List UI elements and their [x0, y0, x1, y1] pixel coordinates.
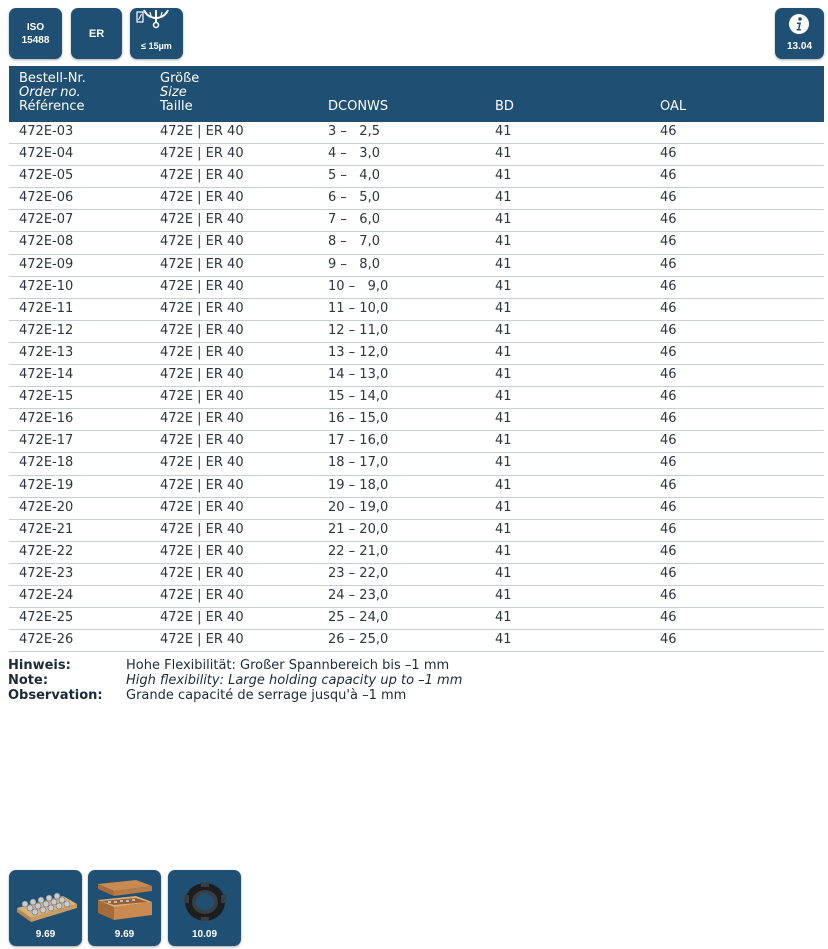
cell-size: 472E | ER 40 — [160, 124, 244, 139]
table-header — [9, 66, 824, 122]
table-row — [9, 255, 824, 277]
cell-dconws: 22 – 21,0 — [328, 543, 389, 559]
cell-order-no: 472E-17 — [19, 433, 74, 449]
cell-order-no: 472E-26 — [19, 632, 74, 648]
cell-oal: 46 — [660, 610, 677, 626]
cell-dconws: 7 – 6,0 — [328, 212, 380, 228]
cell-order-no: 472E-04 — [19, 146, 74, 162]
cell-bd: 41 — [495, 367, 512, 383]
table-row — [9, 166, 824, 188]
cell-order-no: 472E-11 — [19, 300, 74, 316]
cell-order-no: 472E-21 — [19, 521, 74, 537]
cell-bd: 41 — [495, 190, 512, 206]
table-row — [9, 299, 824, 321]
cell-oal: 46 — [660, 278, 677, 294]
cell-size: 472E | ER 40 — [160, 344, 244, 360]
cell-order-no: 472E-10 — [19, 278, 74, 294]
cell-dconws: 16 – 15,0 — [328, 411, 389, 427]
cell-bd: 41 — [495, 411, 512, 427]
clamping-nut-icon — [172, 874, 238, 926]
cell-oal: 46 — [660, 322, 677, 338]
accessory-collet-case[interactable] — [88, 870, 161, 946]
cell-bd: 41 — [495, 610, 512, 626]
cell-size: 472E | ER 40 — [160, 300, 244, 316]
table-row — [9, 608, 824, 630]
header-oal: OAL — [660, 99, 687, 114]
header-size-de: Größe — [160, 71, 200, 86]
cell-bd: 41 — [495, 278, 512, 294]
cell-size: 472E | ER 40 — [160, 212, 244, 228]
cell-oal: 46 — [660, 234, 677, 250]
note-text: Hohe Flexibilität: Großer Spannbereich bis –1 mm — [126, 658, 450, 673]
cell-order-no: 472E-15 — [19, 389, 74, 405]
cell-dconws: 23 – 22,0 — [328, 565, 389, 581]
collet-rack-icon — [13, 874, 79, 926]
table-row — [9, 476, 824, 498]
info-badge[interactable] — [775, 8, 824, 59]
cell-oal: 46 — [660, 168, 677, 184]
note-label: Note: — [8, 673, 49, 688]
er-badge — [71, 8, 122, 59]
cell-size: 472E | ER 40 — [160, 433, 244, 449]
runout-badge — [130, 8, 183, 59]
table-row — [9, 210, 824, 232]
cell-dconws: 5 – 4,0 — [328, 168, 380, 184]
table-row — [9, 498, 824, 520]
info-icon — [788, 13, 810, 35]
cell-order-no: 472E-22 — [19, 543, 74, 559]
cell-bd: 41 — [495, 455, 512, 471]
table-row — [9, 453, 824, 475]
cell-bd: 41 — [495, 389, 512, 405]
cell-oal: 46 — [660, 411, 677, 427]
cell-bd: 41 — [495, 234, 512, 250]
cell-oal: 46 — [660, 389, 677, 405]
header-size-fr: Taille — [160, 99, 193, 114]
cell-dconws: 3 – 2,5 — [328, 124, 380, 139]
cell-size: 472E | ER 40 — [160, 455, 244, 471]
table-row — [9, 321, 824, 343]
cell-oal: 46 — [660, 543, 677, 559]
table-row — [9, 343, 824, 365]
accessory-label: 10.09 — [191, 929, 218, 940]
cell-bd: 41 — [495, 168, 512, 184]
cell-size: 472E | ER 40 — [160, 521, 244, 537]
cell-bd: 41 — [495, 146, 512, 162]
cell-dconws: 11 – 10,0 — [328, 300, 389, 316]
accessory-collet-rack[interactable] — [9, 870, 82, 946]
cell-dconws: 18 – 17,0 — [328, 455, 389, 471]
cell-order-no: 472E-16 — [19, 411, 74, 427]
accessory-label: 9.69 — [35, 929, 56, 940]
cell-oal: 46 — [660, 521, 677, 537]
table-row — [9, 630, 824, 652]
header-dconws: DCONWS — [328, 99, 389, 114]
collet-case-icon — [92, 874, 158, 926]
er-badge-label: ER — [88, 27, 105, 40]
table-row — [9, 122, 824, 144]
note-label: Observation: — [8, 688, 103, 703]
cell-oal: 46 — [660, 565, 677, 581]
cell-order-no: 472E-25 — [19, 610, 74, 626]
cell-size: 472E | ER 40 — [160, 278, 244, 294]
cell-order-no: 472E-18 — [19, 455, 74, 471]
cell-dconws: 12 – 11,0 — [328, 322, 389, 338]
cell-dconws: 21 – 20,0 — [328, 521, 389, 537]
cell-size: 472E | ER 40 — [160, 565, 244, 581]
table-row — [9, 277, 824, 299]
cell-order-no: 472E-09 — [19, 256, 74, 272]
cell-order-no: 472E-24 — [19, 587, 74, 603]
table-row — [9, 520, 824, 542]
table-row — [9, 232, 824, 254]
cell-bd: 41 — [495, 499, 512, 515]
cell-order-no: 472E-12 — [19, 322, 74, 338]
iso-badge — [9, 8, 62, 59]
table-row — [9, 431, 824, 453]
cell-bd: 41 — [495, 477, 512, 493]
cell-oal: 46 — [660, 212, 677, 228]
cell-dconws: 26 – 25,0 — [328, 632, 389, 648]
cell-size: 472E | ER 40 — [160, 632, 244, 648]
header-size-en: Size — [160, 85, 187, 100]
cell-dconws: 15 – 14,0 — [328, 389, 389, 405]
cell-order-no: 472E-14 — [19, 367, 74, 383]
note-text: High flexibility: Large holding capacity up to –1 mm — [126, 673, 463, 688]
cell-dconws: 8 – 7,0 — [328, 234, 380, 250]
table-row — [9, 409, 824, 431]
cell-dconws: 13 – 12,0 — [328, 344, 389, 360]
cell-size: 472E | ER 40 — [160, 234, 244, 250]
cell-dconws: 14 – 13,0 — [328, 367, 389, 383]
cell-oal: 46 — [660, 256, 677, 272]
header-order-fr: Référence — [19, 99, 85, 114]
cell-size: 472E | ER 40 — [160, 610, 244, 626]
cell-bd: 41 — [495, 565, 512, 581]
header-order-de: Bestell-Nr. — [19, 71, 86, 86]
cell-size: 472E | ER 40 — [160, 477, 244, 493]
cell-size: 472E | ER 40 — [160, 499, 244, 515]
cell-dconws: 4 – 3,0 — [328, 146, 380, 162]
table-row — [9, 387, 824, 409]
table-row — [9, 586, 824, 608]
cell-size: 472E | ER 40 — [160, 168, 244, 184]
cell-oal: 46 — [660, 300, 677, 316]
cell-size: 472E | ER 40 — [160, 389, 244, 405]
header-size — [160, 72, 199, 114]
cell-size: 472E | ER 40 — [160, 322, 244, 338]
table-row — [9, 144, 824, 166]
cell-order-no: 472E-23 — [19, 565, 74, 581]
cell-size: 472E | ER 40 — [160, 543, 244, 559]
header-bd: BD — [495, 99, 514, 114]
info-badge-label: 13.04 — [786, 41, 813, 52]
cell-dconws: 19 – 18,0 — [328, 477, 389, 493]
header-order-en: Order no. — [19, 85, 81, 100]
runout-badge-label: ≤ 15µm — [141, 41, 172, 51]
table-row — [9, 188, 824, 210]
cell-oal: 46 — [660, 455, 677, 471]
cell-dconws: 24 – 23,0 — [328, 587, 389, 603]
cell-oal: 46 — [660, 344, 677, 360]
iso-badge-number: 15488 — [21, 34, 50, 46]
cell-size: 472E | ER 40 — [160, 256, 244, 272]
cell-oal: 46 — [660, 587, 677, 603]
table-body — [9, 122, 824, 652]
cell-bd: 41 — [495, 256, 512, 272]
cell-bd: 41 — [495, 587, 512, 603]
runout-gauge-icon — [136, 8, 176, 34]
table-row — [9, 564, 824, 586]
cell-bd: 41 — [495, 124, 512, 139]
cell-oal: 46 — [660, 367, 677, 383]
cell-bd: 41 — [495, 543, 512, 559]
cell-oal: 46 — [660, 433, 677, 449]
cell-size: 472E | ER 40 — [160, 146, 244, 162]
accessory-label: 9.69 — [114, 929, 135, 940]
cell-order-no: 472E-13 — [19, 344, 74, 360]
iso-badge-title: ISO — [26, 21, 45, 33]
cell-dconws: 25 – 24,0 — [328, 610, 389, 626]
cell-order-no: 472E-03 — [19, 124, 74, 139]
note-label: Hinweis: — [8, 658, 71, 673]
cell-oal: 46 — [660, 146, 677, 162]
cell-order-no: 472E-20 — [19, 499, 74, 515]
cell-oal: 46 — [660, 124, 677, 139]
cell-order-no: 472E-05 — [19, 168, 74, 184]
cell-oal: 46 — [660, 632, 677, 648]
cell-order-no: 472E-07 — [19, 212, 74, 228]
cell-dconws: 20 – 19,0 — [328, 499, 389, 515]
cell-size: 472E | ER 40 — [160, 367, 244, 383]
cell-bd: 41 — [495, 212, 512, 228]
cell-order-no: 472E-19 — [19, 477, 74, 493]
cell-order-no: 472E-06 — [19, 190, 74, 206]
header-order-no — [19, 72, 86, 114]
cell-dconws: 17 – 16,0 — [328, 433, 389, 449]
cell-bd: 41 — [495, 433, 512, 449]
table-row — [9, 542, 824, 564]
cell-size: 472E | ER 40 — [160, 411, 244, 427]
cell-oal: 46 — [660, 477, 677, 493]
cell-order-no: 472E-08 — [19, 234, 74, 250]
cell-bd: 41 — [495, 322, 512, 338]
cell-bd: 41 — [495, 632, 512, 648]
cell-bd: 41 — [495, 344, 512, 360]
accessory-clamping-nut[interactable] — [168, 870, 241, 946]
cell-oal: 46 — [660, 190, 677, 206]
cell-dconws: 10 – 9,0 — [328, 278, 389, 294]
cell-dconws: 6 – 5,0 — [328, 190, 380, 206]
cell-bd: 41 — [495, 521, 512, 537]
cell-size: 472E | ER 40 — [160, 190, 244, 206]
cell-size: 472E | ER 40 — [160, 587, 244, 603]
cell-oal: 46 — [660, 499, 677, 515]
cell-dconws: 9 – 8,0 — [328, 256, 380, 272]
table-row — [9, 365, 824, 387]
note-text: Grande capacité de serrage jusqu'à –1 mm — [126, 688, 407, 703]
cell-bd: 41 — [495, 300, 512, 316]
